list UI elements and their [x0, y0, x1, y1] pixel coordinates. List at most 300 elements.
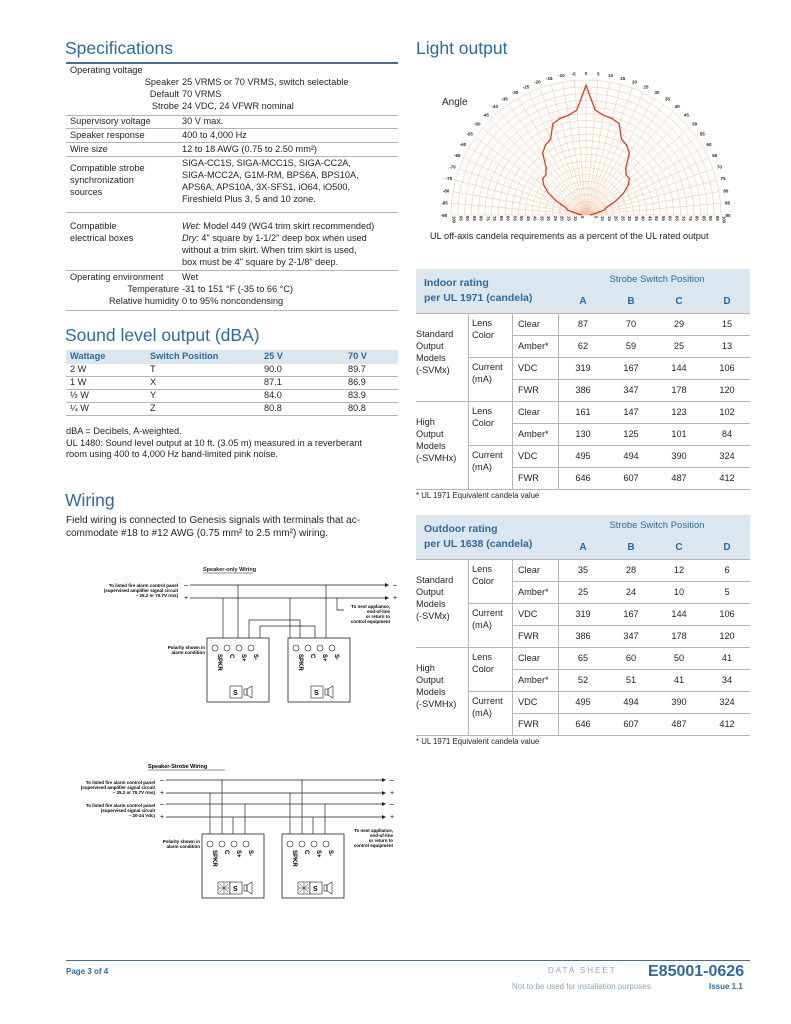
- issue-label: Issue 1.1: [709, 982, 743, 991]
- rating-cell: 123: [671, 407, 687, 417]
- percent-tick-label: 90: [465, 216, 470, 221]
- rating-cell: 102: [719, 407, 735, 417]
- angle-tick-label: -85: [441, 200, 448, 206]
- terminal-label: SPKR: [211, 850, 217, 867]
- rating-cell: 12: [673, 565, 685, 575]
- angle-tick-label: 25: [643, 84, 649, 90]
- percent-tick-label: 100: [721, 216, 727, 223]
- sound-col-header: Wattage: [66, 350, 146, 364]
- wiring-line: commodate #18 to #12 AWG (0.75 mm² to 2.5 mm²) wiring.: [66, 528, 328, 539]
- wiring-text: [66, 514, 360, 540]
- spec-label: Speaker response: [70, 130, 145, 140]
- angle-tick-label: 90: [725, 213, 731, 218]
- minus-sign: –: [390, 801, 394, 808]
- spec-sublabel: Speaker: [144, 77, 179, 87]
- rating-cell: 130: [575, 429, 591, 439]
- percent-tick-label: 35: [633, 216, 639, 221]
- lens-color-label: Lens: [472, 406, 492, 416]
- grid-line: [416, 735, 750, 736]
- grid-line: [512, 713, 750, 714]
- row-label: Amber*: [518, 675, 549, 685]
- spec-value: 30 V max.: [182, 116, 224, 126]
- model-group-label: Models: [416, 599, 446, 609]
- next-appliance-label: end-of-line: [370, 833, 393, 838]
- spec-row-supervisory: [66, 116, 398, 129]
- sound-note: UL 1480: Sound level output at 10 ft. (3.05 m) measured in a reverberant: [66, 437, 362, 448]
- percent-tick-label: 50: [654, 216, 659, 221]
- percent-tick-label: 85: [471, 216, 477, 221]
- minus-sign: –: [160, 777, 164, 784]
- rating-cell: 62: [577, 341, 589, 351]
- column-header: A: [579, 296, 587, 307]
- lens-color-label: Lens: [472, 564, 492, 574]
- sound-header-row: [66, 350, 398, 364]
- next-appliance-label: To next appliance,: [354, 828, 393, 833]
- row-label: VDC: [518, 609, 538, 619]
- angle-tick-label: 45: [683, 112, 689, 118]
- next-appliance-label: or return to: [368, 838, 393, 843]
- column-header: A: [579, 542, 587, 553]
- grid-radial: [551, 85, 586, 215]
- percent-tick-label: 10: [600, 216, 605, 221]
- document-id: E85001-0626: [648, 963, 745, 980]
- rating-cell: 106: [719, 363, 735, 373]
- grid-line: [468, 691, 750, 692]
- model-group-label: High: [416, 417, 435, 427]
- rating-cell: 34: [721, 675, 733, 685]
- percent-tick-label: 100: [451, 216, 457, 223]
- spec-value: 70 VRMS: [182, 89, 222, 99]
- grid-line: [512, 625, 750, 626]
- next-appliance-label: To next appliance,: [351, 604, 390, 609]
- strobe-icon: [298, 882, 310, 894]
- percent-tick-label: 25: [552, 216, 558, 221]
- angle-tick-label: 80: [723, 188, 729, 194]
- grid-line: [468, 445, 750, 446]
- angle-tick-label: -80: [442, 188, 450, 194]
- rating-cell: 607: [623, 719, 639, 729]
- outdoor-footnote: * UL 1971 Equivalent candela value: [416, 737, 540, 746]
- rating-cell: 87: [577, 319, 589, 329]
- lens-color-label: Color: [472, 664, 494, 674]
- spec-label: Operating voltage: [70, 65, 143, 75]
- diagram-title: Speaker-Strobe Wiring: [148, 764, 208, 770]
- grid-line: [512, 379, 750, 380]
- rating-cell: 607: [623, 473, 639, 483]
- rating-title: [424, 276, 532, 306]
- rating-cell: 144: [671, 609, 687, 619]
- plus-sign: +: [393, 595, 398, 602]
- rating-cell: 646: [575, 473, 591, 483]
- spec-value: 12 to 18 AWG (0.75 to 2.50 mm²): [182, 144, 317, 154]
- terminal-label: S-: [247, 850, 253, 856]
- speaker-box-label: S: [233, 886, 238, 893]
- plus-sign: +: [390, 790, 395, 797]
- panel-label: (supervised amplifier signal circuit: [103, 588, 178, 593]
- angle-tick-label: 60: [706, 142, 712, 147]
- percent-tick-label: 30: [627, 216, 632, 221]
- percent-tick-label: 75: [687, 216, 693, 221]
- polarity-label: Polarity shown in: [162, 839, 200, 844]
- rating-cell: 386: [575, 631, 591, 641]
- rating-cell: 6: [724, 565, 730, 575]
- spec-label: Compatible strobe: [70, 163, 145, 173]
- angle-tick-label: 0: [584, 71, 588, 76]
- percent-tick-label: 20: [559, 216, 565, 221]
- speaker-strobe-wiring-diagram: [60, 756, 405, 906]
- rating-cell: 84: [721, 429, 733, 439]
- angle-tick-label: 20: [632, 79, 638, 85]
- spec-value: without a trim skirt. When trim skirt is used,: [182, 245, 357, 255]
- percent-tick-label: 70: [681, 216, 686, 221]
- sound-row: [66, 403, 398, 416]
- dry-text: 4" square by 1-1/2" deep box when used: [198, 233, 367, 243]
- angle-tick-label: -90: [440, 213, 448, 218]
- angle-tick-label: -60: [459, 142, 467, 147]
- terminal-label: SPKR: [291, 850, 297, 867]
- percent-tick-label: 80: [694, 216, 700, 221]
- panel-label: – 25.2 or 70.7V rms): [112, 790, 155, 795]
- polarity-label: alarm condition: [171, 650, 205, 655]
- model-group-label: Output: [416, 429, 444, 439]
- column-header: D: [723, 542, 731, 553]
- rating-cell: 347: [623, 631, 639, 641]
- sound-cell: 80.8: [260, 403, 344, 416]
- row-label: VDC: [518, 363, 538, 373]
- rating-title-line: Outdoor rating: [424, 523, 498, 535]
- spec-label: Wire size: [70, 144, 108, 154]
- terminal-label: C: [303, 850, 309, 855]
- column-header: B: [627, 542, 635, 553]
- terminal-label: S-: [327, 850, 333, 856]
- row-label: Amber*: [518, 341, 549, 351]
- next-appliance-label: control equipment: [350, 619, 390, 624]
- spec-sublabel: Default: [149, 89, 179, 99]
- specifications-heading: Specifications: [65, 38, 173, 58]
- rating-cell: 35: [577, 565, 589, 575]
- grid-line: [558, 559, 559, 735]
- spec-sublabel: Strobe: [151, 101, 179, 111]
- angle-tick-label: 85: [724, 200, 730, 206]
- row-label: Clear: [518, 565, 540, 575]
- percent-tick-label: 5: [593, 216, 599, 219]
- plus-sign: +: [160, 814, 165, 821]
- rating-cell: 390: [671, 697, 687, 707]
- sound-cell: Y: [146, 390, 260, 403]
- angle-tick-label: -50: [473, 121, 481, 127]
- grid-line: [468, 559, 469, 735]
- model-group-label: High: [416, 663, 435, 673]
- angle-tick-label: 40: [674, 104, 680, 110]
- spec-row-boxes: [66, 213, 398, 271]
- minus-sign: –: [160, 801, 164, 808]
- spec-value: SIGA-CC1S, SIGA-MCC1S, SIGA-CC2A,: [182, 158, 351, 168]
- page-number: Page 3 of 4: [66, 967, 109, 976]
- percent-tick-label: 30: [546, 216, 551, 221]
- plus-sign: +: [160, 790, 165, 797]
- spec-value: Wet: [182, 272, 199, 282]
- grid-line: [416, 401, 750, 402]
- sound-table: [66, 350, 398, 416]
- footer-rule: [66, 960, 750, 961]
- panel-label: To listed fire alarm control panel: [85, 803, 155, 808]
- rating-cell: 324: [719, 451, 735, 461]
- grid-radial: [586, 85, 621, 215]
- spec-value: box must be 4" square by 2-1/8" deep.: [182, 257, 339, 267]
- sound-notes: [66, 426, 362, 461]
- next-appliance-label: control equipment: [353, 843, 393, 848]
- polarity-label: Polarity shown in: [167, 645, 205, 650]
- row-label: FWR: [518, 719, 539, 729]
- spec-sublabel: Relative humidity: [109, 296, 179, 306]
- angle-tick-label: -20: [534, 79, 541, 85]
- data-sheet-label: DATA SHEET: [548, 966, 617, 975]
- angle-tick-label: 70: [716, 164, 722, 170]
- angle-tick-label: -25: [522, 84, 530, 90]
- angle-tick-label: 30: [654, 90, 660, 96]
- next-appliance-label: or return to: [365, 614, 390, 619]
- angle-label: Angle: [442, 97, 468, 108]
- rating-cell: 10: [673, 587, 685, 597]
- rating-cell: 65: [577, 653, 589, 663]
- angle-tick-label: -30: [511, 90, 519, 96]
- percent-tick-label: 75: [485, 216, 491, 221]
- grid-line: [512, 467, 750, 468]
- grid-line: [416, 559, 750, 560]
- sound-cell: 1 W: [66, 377, 146, 390]
- plus-sign: +: [390, 814, 395, 821]
- rating-cell: 495: [575, 451, 591, 461]
- spec-label: Compatible: [70, 221, 117, 231]
- grid-line: [512, 423, 750, 424]
- rating-cell: 386: [575, 385, 591, 395]
- terminal-label: SPKR: [216, 654, 222, 671]
- terminal-label: C: [228, 654, 234, 659]
- current-label: Current: [472, 450, 503, 460]
- sound-cell: 84.0: [260, 390, 344, 403]
- model-group-label: (-SVMHx): [416, 453, 457, 463]
- percent-tick-label: 85: [701, 216, 707, 221]
- spec-value: [182, 233, 367, 245]
- current-label: Current: [472, 362, 503, 372]
- plus-sign: +: [184, 595, 189, 602]
- grid-line: [468, 603, 750, 604]
- percent-tick-label: 40: [640, 216, 646, 221]
- rating-cell: 319: [575, 609, 591, 619]
- spec-row-response: [66, 129, 398, 143]
- grid-line: [512, 313, 513, 489]
- rating-cell: 29: [673, 319, 685, 329]
- row-label: Clear: [518, 407, 540, 417]
- column-header: C: [675, 296, 683, 307]
- rating-cell: 167: [623, 363, 639, 373]
- percent-tick-label: 10: [573, 216, 578, 221]
- model-group-label: Models: [416, 687, 446, 697]
- row-label: FWR: [518, 631, 539, 641]
- sound-row: [66, 377, 398, 390]
- speaker-box-label: S: [313, 886, 318, 893]
- disclaimer: Not to be used for installation purposes.: [512, 982, 653, 991]
- rating-cell: 412: [719, 473, 735, 483]
- rating-cell: 52: [577, 675, 589, 685]
- panel-label: (supervised amplifier signal circuit: [80, 785, 155, 790]
- rating-cell: 120: [719, 631, 735, 641]
- percent-tick-label: 15: [566, 216, 572, 221]
- spec-value: APS6A, APS10A, 3X-SFS1, iO64, iO500,: [182, 182, 351, 192]
- next-appliance-label: end-of-line: [367, 609, 390, 614]
- percent-tick-label: 55: [512, 216, 518, 221]
- percent-tick-label: 95: [714, 216, 720, 221]
- column-header: D: [723, 296, 731, 307]
- percent-tick-label: 5: [579, 216, 585, 219]
- sound-cell: 83.9: [344, 390, 398, 403]
- rating-cell: 147: [623, 407, 639, 417]
- rating-title-line: per UL 1638 (candela): [424, 538, 533, 551]
- angle-tick-label: -40: [491, 104, 498, 110]
- terminal-label: S+: [235, 850, 241, 858]
- current-label: Current: [472, 608, 503, 618]
- terminal-label: S-: [252, 654, 258, 660]
- speaker-box-label: S: [233, 690, 238, 697]
- rating-cell: 25: [673, 341, 685, 351]
- lens-color-label: Lens: [472, 652, 492, 662]
- percent-tick-label: 15: [606, 216, 612, 221]
- percent-tick-label: 45: [525, 216, 531, 221]
- current-label: (mA): [472, 374, 492, 384]
- model-group-label: Output: [416, 587, 444, 597]
- terminal-label: SPKR: [297, 654, 303, 671]
- lens-color-label: Color: [472, 330, 494, 340]
- row-label: VDC: [518, 697, 538, 707]
- strobe-icon: [218, 882, 230, 894]
- wiring-heading: Wiring: [65, 490, 115, 510]
- minus-sign: –: [184, 582, 188, 589]
- rating-title-line: Indoor rating: [424, 277, 489, 289]
- row-label: FWR: [518, 385, 539, 395]
- angle-tick-label: 5: [597, 71, 600, 77]
- sound-row: [66, 364, 398, 377]
- spec-value: 25 VRMS or 70 VRMS, switch selectable: [182, 77, 349, 87]
- sound-col-header: Switch Position: [146, 350, 260, 364]
- angle-tick-label: -15: [545, 75, 553, 81]
- rating-cell: 5: [724, 587, 730, 597]
- rating-cell: 59: [625, 341, 637, 351]
- lens-color-label: Color: [472, 576, 494, 586]
- rating-cell: 487: [671, 719, 687, 729]
- sound-cell: Z: [146, 403, 260, 416]
- rating-cell: 144: [671, 363, 687, 373]
- spec-value: 24 VDC, 24 VFWR nominal: [182, 101, 294, 111]
- minus-sign: –: [390, 777, 394, 784]
- angle-tick-label: 50: [692, 121, 698, 127]
- spec-value: -31 to 151 °F (-35 to 66 °C): [182, 284, 294, 294]
- column-header: B: [627, 296, 635, 307]
- grid-line: [512, 335, 750, 336]
- spec-label: synchronization: [70, 175, 134, 185]
- angle-tick-label: 55: [699, 131, 705, 137]
- spec-value: Fireshield Plus 3, 5 and 10 zone.: [182, 194, 316, 204]
- rating-cell: 24: [625, 587, 637, 597]
- sound-cell: 80.8: [344, 403, 398, 416]
- rating-cell: 178: [671, 631, 687, 641]
- percent-tick-label: 65: [498, 216, 504, 221]
- percent-tick-label: 95: [458, 216, 464, 221]
- rating-cell: 495: [575, 697, 591, 707]
- terminal-label: C: [223, 850, 229, 855]
- sound-cell: T: [146, 364, 260, 377]
- angle-tick-label: -55: [466, 131, 473, 137]
- percent-tick-label: 50: [519, 216, 524, 221]
- angle-tick-label: -5: [571, 71, 576, 77]
- spec-row-sync: [66, 157, 398, 213]
- wet-text: Model 449 (WG4 trim skirt recommended): [200, 221, 375, 231]
- spec-row-wire: [66, 143, 398, 157]
- rating-cell: 161: [575, 407, 591, 417]
- grid-line: [558, 313, 559, 489]
- grid-line: [468, 357, 750, 358]
- rating-cell: 13: [721, 341, 733, 351]
- sound-cell: 86.9: [344, 377, 398, 390]
- sound-col-header: 70 V: [344, 350, 398, 364]
- rating-cell: 120: [719, 385, 735, 395]
- angle-tick-label: 65: [712, 152, 718, 158]
- sound-heading: Sound level output (dBA): [65, 325, 260, 345]
- terminal-label: C: [309, 654, 315, 659]
- rating-cell: 390: [671, 451, 687, 461]
- rating-cell: 178: [671, 385, 687, 395]
- light-output-polar-chart: [426, 70, 746, 230]
- rating-cell: 347: [623, 385, 639, 395]
- current-label: (mA): [472, 462, 492, 472]
- diagram-title: Speaker-only Wiring: [203, 567, 257, 573]
- wet-prefix: Wet:: [182, 221, 201, 231]
- rating-cell: 28: [625, 565, 637, 575]
- angle-tick-label: 10: [608, 73, 614, 79]
- terminal-label: S+: [240, 654, 246, 662]
- sound-cell: 2 W: [66, 364, 146, 377]
- percent-tick-label: 35: [539, 216, 545, 221]
- grid-line: [416, 489, 750, 490]
- strobe-switch-position-label: Strobe Switch Position: [609, 520, 705, 531]
- angle-tick-label: -35: [501, 96, 508, 102]
- rating-title: [424, 522, 532, 552]
- spec-label: Supervisory voltage: [70, 116, 151, 126]
- percent-tick-label: 45: [647, 216, 653, 221]
- row-label: Clear: [518, 653, 540, 663]
- percent-tick-label: 65: [674, 216, 680, 221]
- percent-tick-label: 20: [613, 216, 619, 221]
- speaker-only-wiring-diagram: [60, 560, 405, 710]
- spec-label: sources: [70, 187, 103, 197]
- sound-row: [66, 390, 398, 403]
- indoor-footnote: * UL 1971 Equivalent candela value: [416, 491, 540, 500]
- rating-cell: 70: [625, 319, 637, 329]
- spec-value: SIGA-MCC2A, G1M-RM, BPS6A, BPS10A,: [182, 170, 359, 180]
- angle-tick-label: -75: [445, 176, 453, 182]
- outdoor-rating-table: [416, 515, 750, 737]
- grid-line: [416, 313, 750, 314]
- sound-cell: 90.0: [260, 364, 344, 377]
- rating-cell: 106: [719, 609, 735, 619]
- indoor-rating-table: [416, 269, 750, 491]
- rating-cell: 51: [625, 675, 637, 685]
- sound-cell: X: [146, 377, 260, 390]
- current-label: (mA): [472, 708, 492, 718]
- grid-line: [512, 669, 750, 670]
- grid-line: [512, 559, 513, 735]
- angle-tick-label: 15: [620, 75, 626, 81]
- rating-cell: 125: [623, 429, 639, 439]
